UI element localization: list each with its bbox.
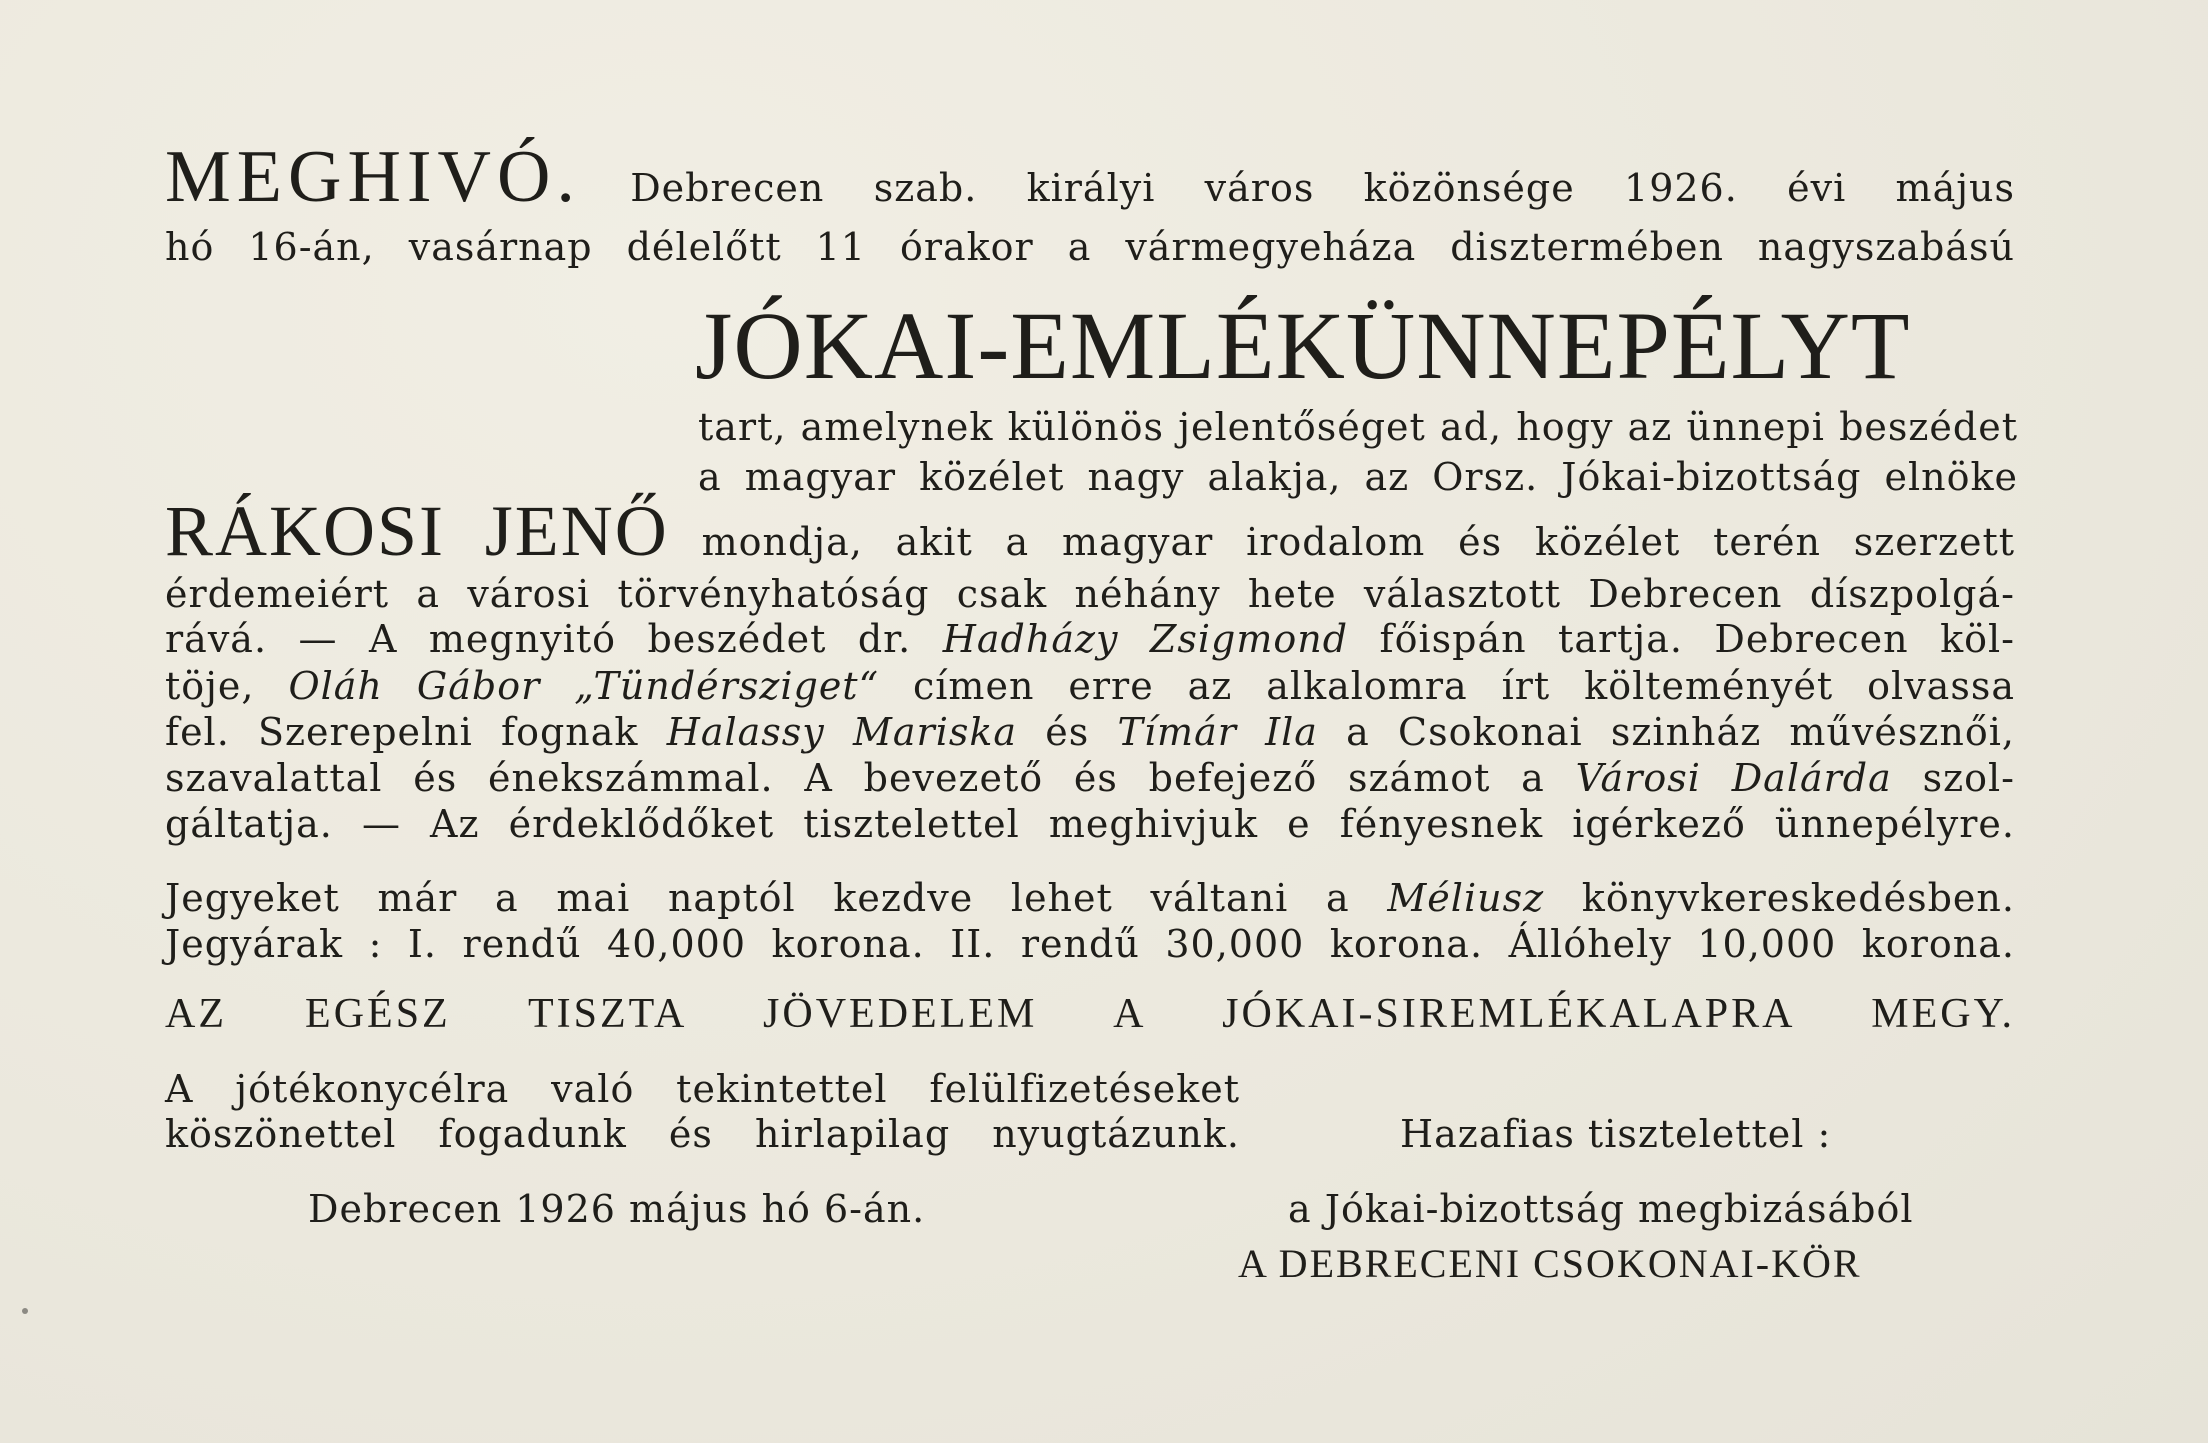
speaker-text: mondja, akit a magyar irodalom és közélet terén szerzett <box>701 520 2015 564</box>
body-line-10 <box>165 756 2015 800</box>
performer-2-name: Tímár Ila <box>1117 710 1318 754</box>
charity-line-2: köszönettel fogadunk és hirlapilag nyugtázunk. <box>165 1112 1240 1156</box>
poem-title: „Tündérsziget“ <box>574 664 880 708</box>
significance-line: tart, amelynek különös jelentőséget ad, hogy az ünnepi beszédet <box>698 405 2018 449</box>
date-time-line: hó 16-án, vasárnap délelőtt 11 órakor a vármegyeháza disztermében nagyszabású <box>165 225 2015 269</box>
body-line-9-text-c: a Csokonai szinház művésznői, <box>1346 710 2016 754</box>
charity-line-1: A jótékonycélra való tekintettel felülfizetéseket <box>165 1067 1240 1111</box>
opening-line <box>165 135 2015 220</box>
governor-name: Hadházy Zsigmond <box>942 617 1349 661</box>
tickets-text-b: könyvkereskedésben. <box>1581 876 2015 920</box>
invitation-heading: MEGHIVÓ. <box>165 136 581 218</box>
body-line-7-text-a: rává. — A megnyitó beszédet dr. <box>165 617 912 661</box>
body-line-8-text-b: címen erre az alkalomra írt költeményét olvassa <box>912 664 2015 708</box>
body-line-11: gáltatja. — Az érdeklődőket tisztelettel meghivjuk e fényesnek igérkező ünnepélyre. <box>165 802 2015 846</box>
tickets-text-a: Jegyeket már a mai naptól kezdve lehet váltani a <box>165 876 1350 920</box>
speaker-intro-line: a magyar közélet nagy alakja, az Orsz. Jókai-bizottság elnöke <box>698 455 2018 499</box>
body-line-10-text-a: szavalattal és énekszámmal. A bevezető és befejező számot a <box>165 756 1545 800</box>
performer-1-name: Halassy Mariska <box>666 710 1018 754</box>
bookshop-name: Méliusz <box>1387 876 1545 920</box>
body-line-9-text-b: és <box>1045 710 1090 754</box>
choir-name: Városi Dalárda <box>1575 756 1892 800</box>
tickets-line-1 <box>165 876 2015 920</box>
poet-name: Oláh Gábor <box>288 664 541 708</box>
opening-text: Debrecen szab. királyi város közönsége 1926. évi május <box>630 166 2015 210</box>
body-line-10-text-b: szol- <box>1922 756 2015 800</box>
body-line-7-text-b: főispán tartja. Debrecen köl- <box>1379 617 2015 661</box>
body-line-6: érdemeiért a városi törvényhatóság csak néhány hete választott Debrecen díszpolgá- <box>165 572 2015 616</box>
ticket-prices: Jegyárak : I. rendű 40,000 korona. II. rendű 30,000 korona. Állóhely 10,000 korona. <box>165 922 2015 966</box>
on-behalf: a Jókai-bizottság megbizásából <box>1288 1187 1914 1231</box>
greeting: Hazafias tisztelettel : <box>1400 1112 1832 1156</box>
body-line-8 <box>165 664 2015 708</box>
paper-speck <box>22 1308 28 1314</box>
letter-date: Debrecen 1926 május hó 6-án. <box>308 1187 926 1231</box>
body-line-9-text-a: fel. Szerepelni fognak <box>165 710 639 754</box>
body-line-8-text-a: töje, <box>165 664 255 708</box>
speaker-line <box>165 490 2015 573</box>
body-line-7 <box>165 617 2015 661</box>
speaker-name: RÁKOSI JENŐ <box>165 491 669 571</box>
proceeds-notice: AZ EGÉSZ TISZTA JÖVEDELEM A JÓKAI-SIREMLÉKALAPRA MEGY. <box>165 991 2015 1037</box>
organizer-name: A DEBRECENI CSOKONAI-KÖR <box>1238 1241 1862 1286</box>
body-line-9 <box>165 710 2015 754</box>
event-title: JÓKAI-EMLÉKÜNNEPÉLYT <box>695 292 1911 399</box>
